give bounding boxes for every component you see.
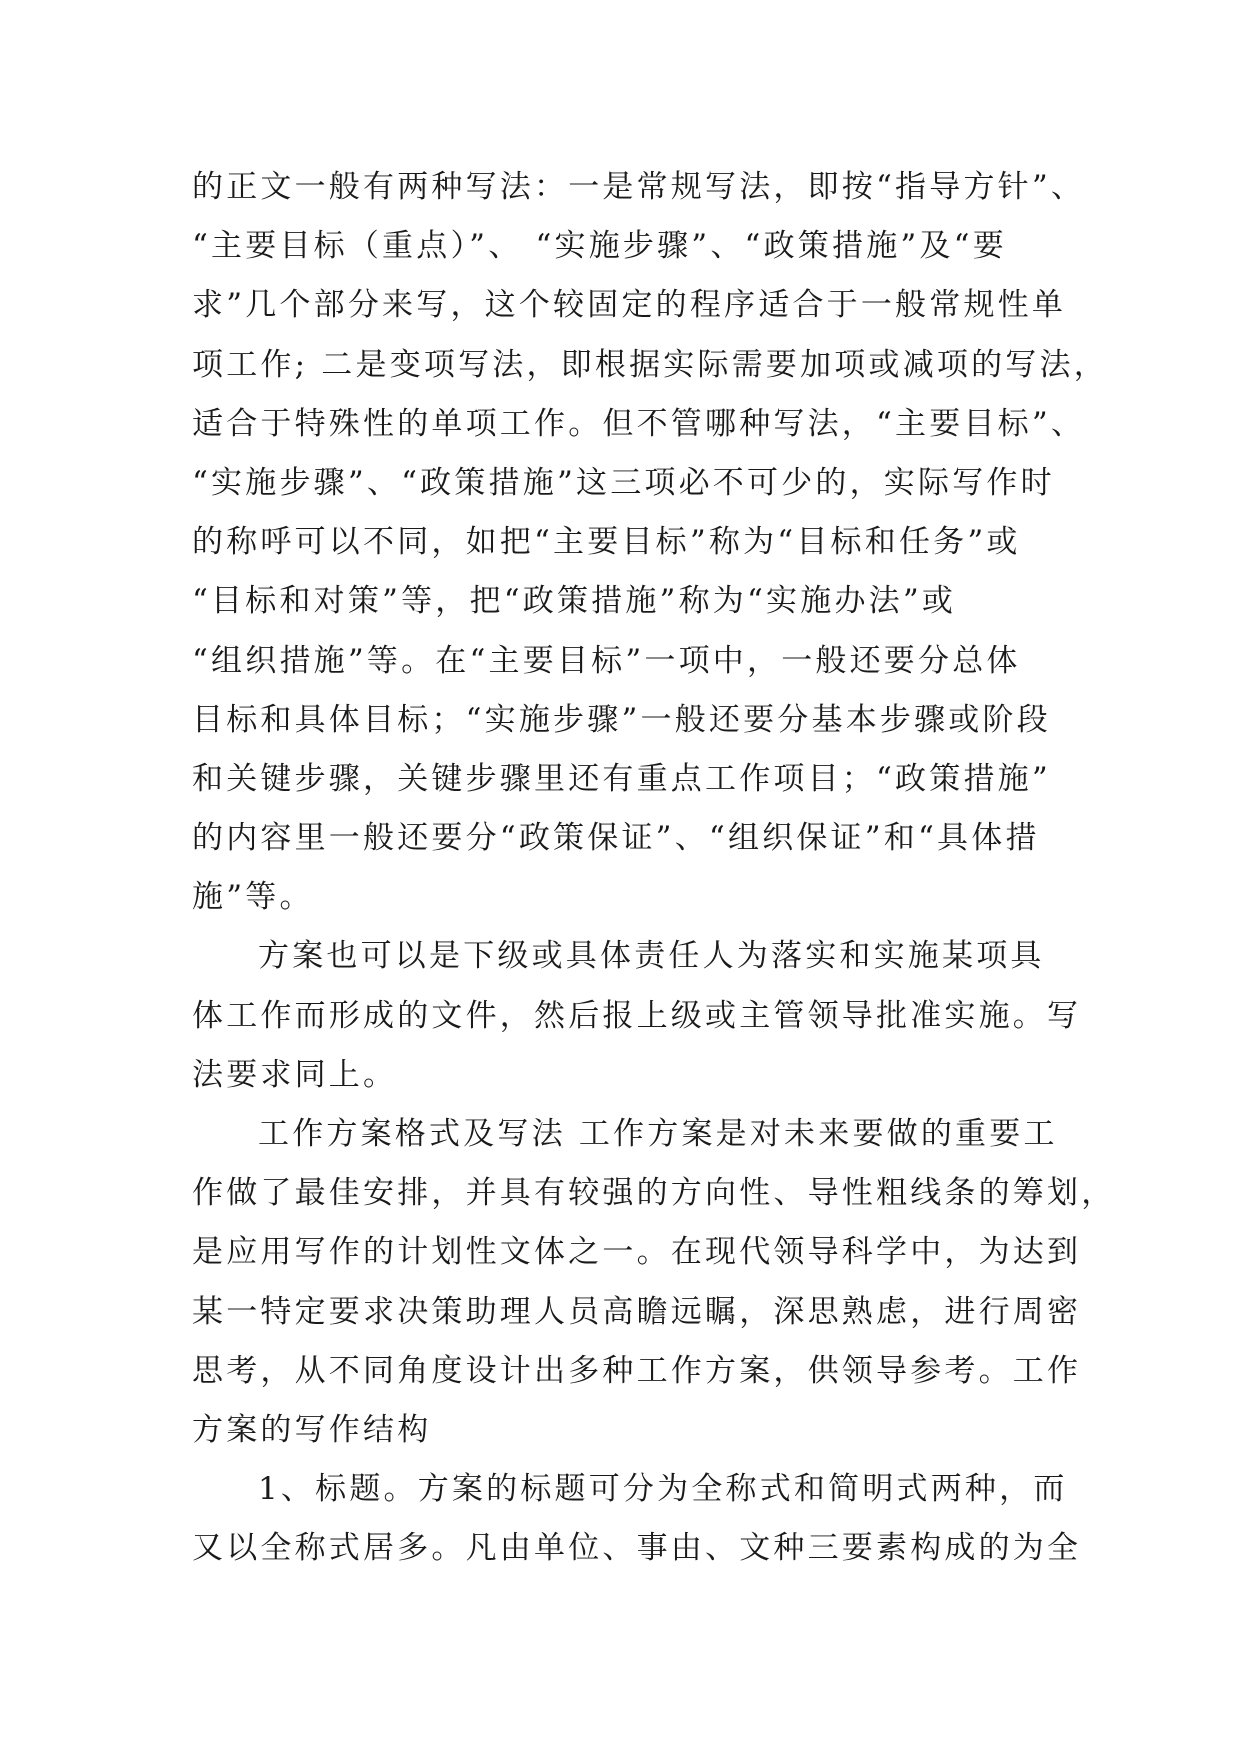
text-line: 施”等。 — [192, 879, 314, 916]
text-line: 的称呼可以不同，如把“主要目标”称为“目标和任务”或 — [192, 524, 1021, 561]
text-line: 又以全称式居多。凡由单位、事由、文种三要素构成的为全 — [192, 1530, 1082, 1567]
text-line: 是应用写作的计划性文体之一。在现代领导科学中，为达到 — [192, 1234, 1082, 1271]
text-line: 作做了最佳安排，并具有较强的方向性、导性粗线条的筹划， — [192, 1175, 1116, 1212]
text-line: 某一特定要求决策助理人员高瞻远瞩，深思熟虑，进行周密 — [192, 1293, 1082, 1330]
text-line: 法要求同上。 — [192, 1056, 398, 1093]
paragraph-start-line: 方案也可以是下级或具体责任人为落实和实施某项具 — [258, 938, 1045, 975]
text-line: 求”几个部分来写，这个较固定的程序适合于一般常规性单 — [192, 287, 1067, 324]
paragraph-start-line: 1、标题。方案的标题可分为全称式和简明式两种，而 — [258, 1471, 1068, 1508]
paragraph-start-line: 工作方案格式及写法 工作方案是对未来要做的重要工 — [258, 1116, 1058, 1152]
text-line: 思考，从不同角度设计出多种工作方案，供领导参考。工作 — [192, 1352, 1082, 1389]
text-line: “目标和对策”等，把“政策措施”称为“实施办法”或 — [192, 583, 957, 620]
text-line: “组织措施”等。在“主要目标”一项中，一般还要分总体 — [192, 642, 1021, 679]
text-line: “主要目标（重点）”、 “实施步骤”、“政策措施”及“要 — [192, 228, 1007, 265]
text-line: 目标和具体目标；“实施步骤”一般还要分基本步骤或阶段 — [192, 701, 1051, 738]
text-line: 适合于特殊性的单项工作。但不管哪种写法，“主要目标”、 — [192, 405, 1086, 442]
text-line: 体工作而形成的文件，然后报上级或主管领导批准实施。写 — [192, 997, 1082, 1034]
body-text — [192, 158, 1116, 1579]
text-line: 项工作; 二是变项写法，即根据实际需要加项或减项的写法， — [192, 346, 1108, 383]
text-line: 的内容里一般还要分“政策保证”、“组织保证”和“具体措 — [192, 820, 1040, 857]
text-line: 方案的写作结构 — [192, 1411, 432, 1448]
text-line: “实施步骤”、“政策措施”这三项必不可少的，实际写作时 — [192, 464, 1055, 501]
text-line: 和关键步骤，关键步骤里还有重点工作项目；“政策措施” — [192, 760, 1051, 797]
text-line: 的正文一般有两种写法：一是常规写法，即按“指导方针”、 — [192, 169, 1086, 205]
